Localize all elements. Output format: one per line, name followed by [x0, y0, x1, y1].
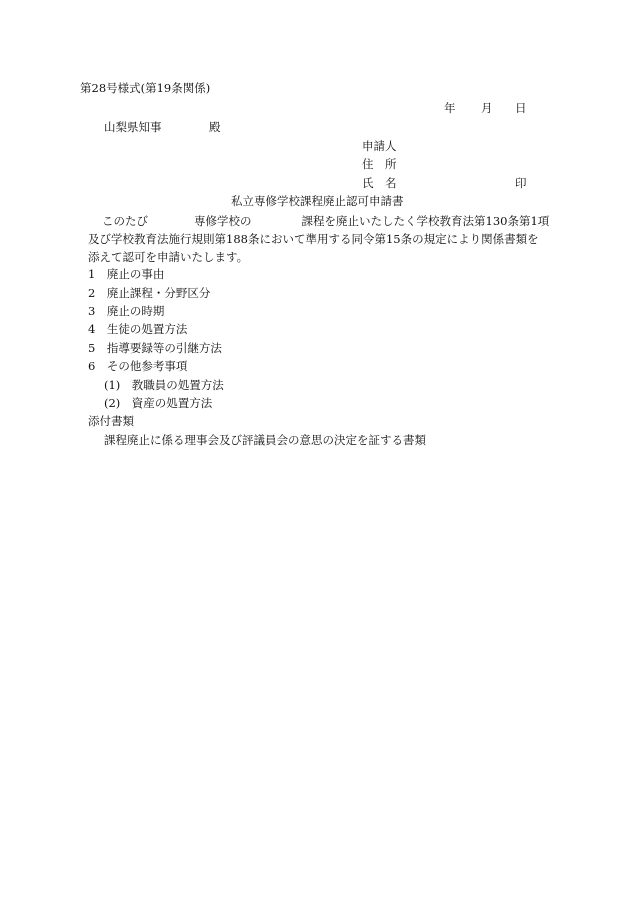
body-part-3: 課程を廃止いたしたく学校教育法第130条第1項	[301, 214, 550, 228]
date-day-label: 日	[515, 101, 527, 115]
body-text	[88, 212, 550, 266]
applicant-label: 申請人	[362, 139, 397, 153]
attachments-content: 課程廃止に係る理事会及び評議員会の意思の決定を証する書類	[104, 433, 426, 447]
body-line-3: 添えて認可を申請いたします。	[88, 250, 249, 264]
body-part-2: 専修学校の	[194, 214, 252, 228]
addressee-name: 山梨県知事	[104, 120, 162, 134]
subitem-2: (2) 資産の処置方法	[104, 396, 213, 410]
applicant-name-label: 氏 名	[362, 176, 397, 190]
form-number: 第28号様式(第19条関係)	[80, 81, 211, 95]
document-title: 私立専修学校課程廃止認可申請書	[231, 194, 404, 208]
addressee-honorific: 殿	[209, 120, 221, 134]
body-line-2: 及び学校教育法施行規則第188条において準用する同令第15条の規定により関係書類を	[88, 232, 539, 246]
date-month-label: 月	[481, 101, 493, 115]
item-5: 5 指導要録等の引継方法	[88, 341, 222, 355]
body-line-1	[88, 212, 550, 230]
body-part-1: このたび	[102, 214, 148, 228]
date-year-label: 年	[444, 101, 456, 115]
applicant-address-label: 住 所	[362, 157, 397, 171]
item-6: 6 その他参考事項	[88, 359, 188, 373]
seal-mark: 印	[515, 176, 527, 190]
item-2: 2 廃止課程・分野区分	[88, 286, 211, 300]
item-1: 1 廃止の事由	[88, 267, 165, 281]
attachments-label: 添付書類	[88, 414, 134, 428]
item-4: 4 生徒の処置方法	[88, 322, 188, 336]
item-3: 3 廃止の時期	[88, 304, 165, 318]
subitem-1: (1) 教職員の処置方法	[104, 378, 224, 392]
